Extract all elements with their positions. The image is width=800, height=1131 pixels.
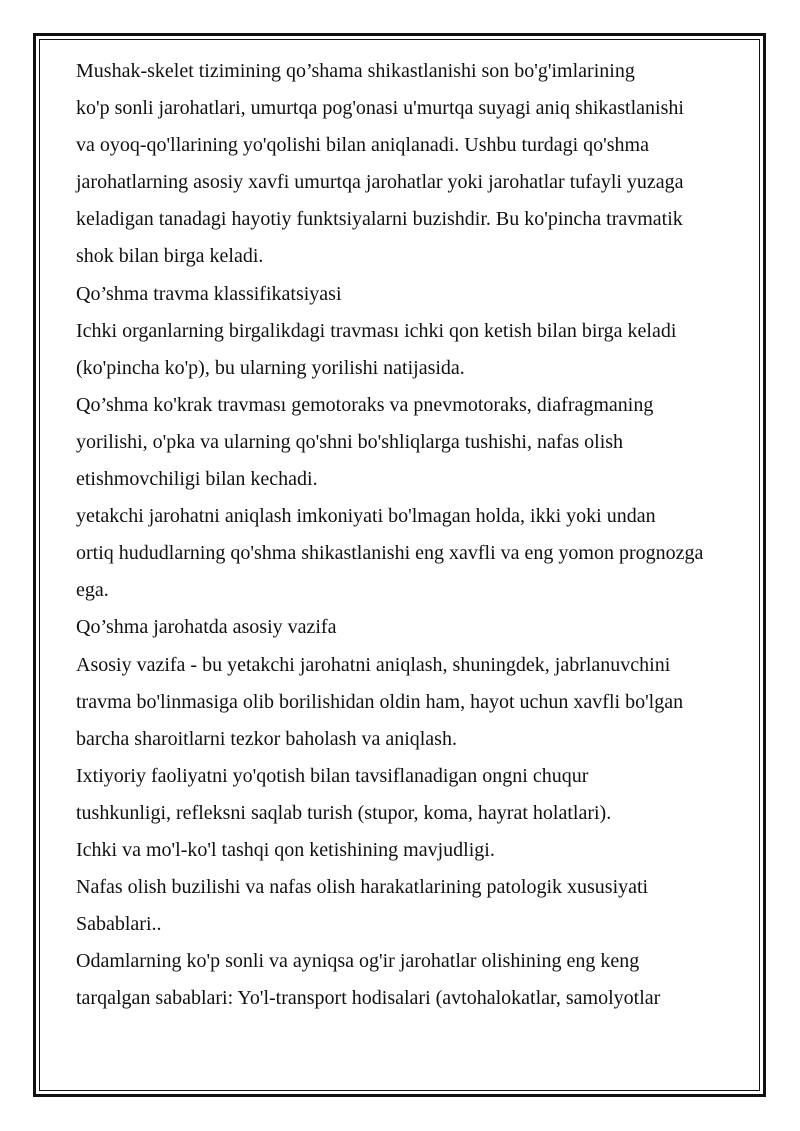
- text-line: keladigan tanadagi hayotiy funktsiyalarni buzishdir. Bu ko'pincha travmatik: [76, 208, 683, 231]
- text-line: Ixtiyoriy faoliyatni yo'qotish bilan tavsiflanadigan ongni chuqur: [76, 764, 589, 787]
- text-line: tushkunligi, refleksni saqlab turish (stupor, koma, hayrat holatlari).: [76, 801, 612, 824]
- text-line: jarohatlarning asosiy xavfi umurtqa jarohatlar yoki jarohatlar tufayli yuzaga: [76, 171, 684, 194]
- text-line: (ko'pincha ko'p), bu ularning yorilishi natijasida.: [76, 356, 465, 379]
- text-line: yorilishi, o'pka va ularning qo'shni bo'shliqlarga tushishi, nafas olish: [76, 430, 624, 453]
- document-body: [48, 53, 728, 1017]
- text-line: travma bo'linmasiga olib borilishidan oldin ham, hayot uchun xavfli bo'lgan: [76, 690, 684, 713]
- text-line: Ichki organlarning birgalikdagi travması ichki qon ketish bilan birga keladi: [76, 319, 677, 342]
- paragraph-heading-causes: [48, 906, 728, 943]
- paragraph-main-task: [48, 647, 728, 758]
- paragraph-internal-organs: [48, 313, 728, 387]
- paragraph-heading-main-task: [48, 609, 728, 646]
- text-line: Odamlarning ko'p sonli va ayniqsa og'ir jarohatlar olishining eng keng: [76, 950, 640, 973]
- paragraph-causes: [48, 943, 728, 1017]
- text-line: etishmovchiligi bilan kechadi.: [76, 468, 318, 491]
- text-line: tarqalgan sabablari: Yo'l-transport hodisalari (avtohalokatlar, samolyotlar: [76, 987, 661, 1010]
- paragraph-heading-classification: [48, 276, 728, 313]
- paragraph-leading-injury: [48, 498, 728, 609]
- text-line: Qo’shma jarohatda asosiy vazifa: [76, 616, 337, 639]
- text-line: shok bilan birga keladi.: [76, 245, 264, 268]
- paragraph-bleeding: [48, 832, 728, 869]
- text-line: ortiq hududlarning qo'shma shikastlanishi eng xavfli va eng yomon prognozga: [76, 542, 704, 565]
- text-line: Sabablari..: [76, 913, 162, 936]
- text-line: Ichki va mo'l-ko'l tashqi qon ketishining mavjudligi.: [76, 838, 495, 861]
- text-line: Qo’shma ko'krak travması gemotoraks va pnevmotoraks, diafragmaning: [76, 393, 654, 416]
- text-line: Nafas olish buzilishi va nafas olish harakatlarining patologik xususiyati: [76, 876, 649, 899]
- paragraph-chest-trauma: [48, 387, 728, 498]
- text-line: Mushak-skelet tizimining qo’shama shikastlanishi son bo'g'imlarining: [76, 60, 635, 82]
- text-line: va oyoq-qo'llarining yo'qolishi bilan aniqlanadi. Ushbu turdagi qo'shma: [76, 134, 649, 157]
- paragraph-breathing: [48, 869, 728, 906]
- text-line: Qo’shma travma klassifikatsiyasi: [76, 282, 342, 305]
- text-line: ega.: [76, 579, 109, 602]
- paragraph-consciousness: [48, 758, 728, 832]
- text-line: yetakchi jarohatni aniqlash imkoniyati bo'lmagan holda, ikki yoki undan: [76, 505, 656, 528]
- text-line: barcha sharoitlarni tezkor baholash va aniqlash.: [76, 727, 457, 750]
- text-line: ko'p sonli jarohatlari, umurtqa pog'onasi u'murtqa suyagi aniq shikastlanishi: [76, 97, 684, 120]
- text-line: Asosiy vazifa - bu yetakchi jarohatni aniqlash, shuningdek, jabrlanuvchini: [76, 653, 671, 676]
- paragraph-intro: [48, 53, 728, 276]
